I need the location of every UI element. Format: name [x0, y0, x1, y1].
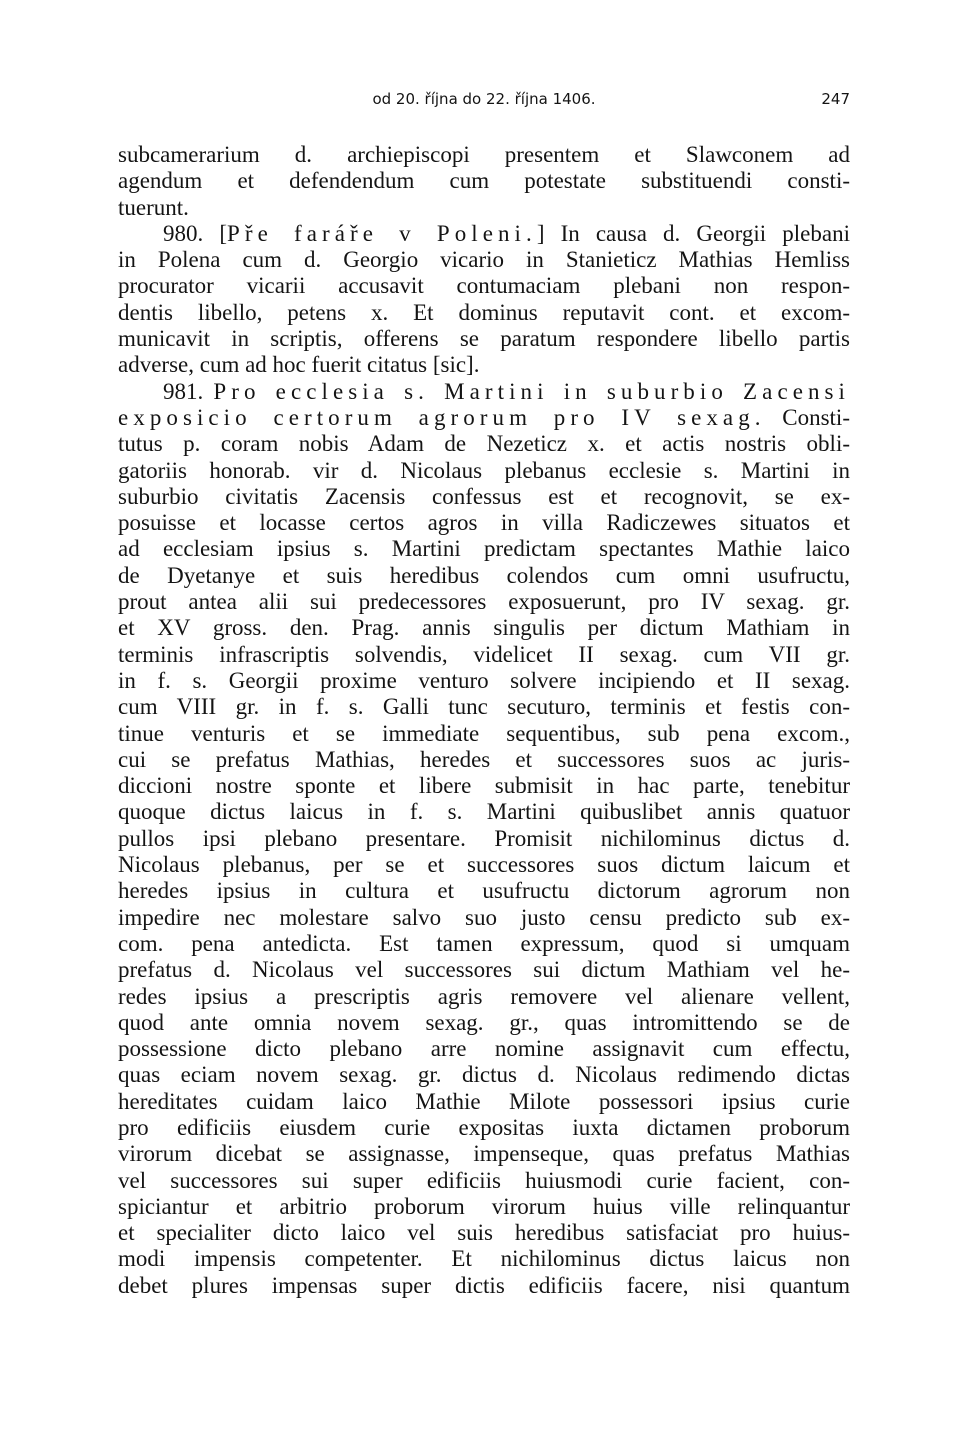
text-line	[118, 458, 850, 484]
text-line	[118, 1062, 850, 1088]
text-line	[118, 826, 850, 852]
text-line	[118, 352, 850, 378]
text-run: procurator vicarii accusavit contumaciam plebani non respon-	[118, 273, 850, 299]
text-run: subcamerarium d. archiepiscopi presentem et Slawconem ad	[118, 142, 850, 167]
text-run: vel successores sui super edificiis huiusmodi curie facient, con-	[118, 1167, 850, 1193]
text-line	[118, 247, 850, 273]
text-line	[118, 195, 850, 221]
text-run: cui se prefatus Mathias, heredes et successores suos ac juris-	[118, 746, 850, 772]
text-run: Consti-	[765, 404, 850, 430]
text-line	[118, 1273, 850, 1299]
text-run: pullos ipsi plebano presentare. Promisit nichilominus dictus d.	[118, 825, 850, 851]
page-number: 247	[821, 90, 850, 108]
text-run: pro edificiis eiusdem curie expositas iuxta dictamen proborum	[118, 1114, 850, 1140]
running-head: od 20. října do 22. října 1406.	[372, 90, 596, 108]
text-line	[118, 984, 850, 1010]
text-line	[118, 1168, 850, 1194]
text-run: dentis libello, petens x. Et dominus reputavit cont. et excom-	[118, 299, 850, 325]
text-run: in f. s. Georgii proxime venturo solvere incipiendo et II sexag.	[118, 667, 850, 693]
text-run: quas eciam novem sexag. gr. dictus d. Nicolaus redimendo dictas	[118, 1062, 850, 1088]
text-run: terminis infrascriptis solvendis, videlicet II sexag. cum VII gr.	[118, 641, 850, 667]
text-line	[118, 694, 850, 720]
text-run: com. pena antedicta. Est tamen expressum, quod si umquam	[118, 930, 850, 956]
text-run: posuisse et locasse certos agros in villa Radiczewes situatos et	[118, 510, 850, 536]
text-run: et XV gross. den. Prag. annis singulis per dictum Mathiam in	[118, 615, 850, 641]
text-run: hereditates cuidam laico Mathie Milote possessori ipsius curie	[118, 1088, 850, 1114]
text-run: quoque dictus laicus in f. s. Martini quibuslibet annis quatuor	[118, 799, 850, 825]
text-line	[118, 905, 850, 931]
text-line	[118, 1246, 850, 1272]
text-run: modi impensis competenter. Et nichilominus dictus laicus non	[118, 1246, 850, 1272]
text-run: prefatus d. Nicolaus vel successores sui dictum Mathiam vel he-	[118, 957, 850, 983]
text-run: debet plures impensas super dictis edificiis facere, nisi quantum	[118, 1272, 850, 1298]
text-run: spiciantur et arbitrio proborum virorum huius ville relinquantur	[118, 1193, 850, 1219]
text-run: suburbio civitatis Zacensis confessus est et recognovit, se ex-	[118, 483, 850, 509]
text-line	[118, 957, 850, 983]
text-line	[118, 1089, 850, 1115]
text-line	[118, 589, 850, 615]
text-run: diccioni nostre sponte et libere submisit in hac parte, tenebitur	[118, 773, 850, 799]
text-run: virorum dicebat se assignasse, impenseque, quas prefatus Mathias	[118, 1141, 850, 1167]
text-run: de Dyetanye et suis heredibus colendos cum omni usufructu,	[118, 562, 850, 588]
spaced-heading-text: exposicio certorum agrorum pro IV sexag.	[118, 404, 766, 430]
text-line	[118, 878, 850, 904]
text-run: municavit in scriptis, offerens se paratum respondere libello partis	[118, 326, 850, 352]
text-run: quod ante omnia novem sexag. gr., quas intromittendo se de	[118, 1009, 850, 1035]
body-text	[118, 142, 850, 1299]
text-line	[118, 931, 850, 957]
text-run: tuerunt.	[118, 194, 189, 220]
text-line	[118, 300, 850, 326]
text-run: cum VIII gr. in f. s. Galli tunc secuturo, terminis et festis con-	[118, 694, 850, 720]
text-run: 980. [	[163, 220, 228, 246]
page-header	[118, 88, 850, 114]
text-line	[118, 142, 850, 168]
text-line	[118, 747, 850, 773]
text-line	[118, 642, 850, 668]
text-line	[118, 405, 850, 431]
text-run: tutus p. coram nobis Adam de Nezeticz x. et actis nostris obli-	[118, 431, 850, 457]
text-line	[118, 1010, 850, 1036]
text-line	[118, 563, 850, 589]
text-run: ] In causa d. Georgii plebani	[536, 220, 850, 246]
text-line	[118, 721, 850, 747]
text-line	[118, 1036, 850, 1062]
text-line	[118, 1194, 850, 1220]
text-line	[118, 668, 850, 694]
text-run: redes ipsius a prescriptis agris removere vel alienare vellent,	[118, 983, 850, 1009]
text-line	[118, 273, 850, 299]
text-run: 981.	[163, 378, 214, 404]
spaced-heading-text: Pře faráře v Poleni.	[227, 220, 537, 246]
text-line	[118, 1220, 850, 1246]
text-line	[118, 615, 850, 641]
text-line	[118, 431, 850, 457]
text-line	[118, 379, 850, 405]
text-run: in Polena cum d. Georgio vicario in Stanieticz Mathias Hemliss	[118, 247, 850, 273]
text-line	[118, 1115, 850, 1141]
text-run: impedire nec molestare salvo suo justo censu predicto sub ex-	[118, 904, 850, 930]
text-run: adverse, cum ad hoc fuerit citatus [sic].	[118, 352, 480, 378]
text-run: Nicolaus plebanus, per se et successores suos dictum laicum et	[118, 852, 850, 878]
text-line	[118, 1141, 850, 1167]
text-line	[118, 168, 850, 194]
text-line	[118, 536, 850, 562]
text-run: ad ecclesiam ipsius s. Martini predictam spectantes Mathie laico	[118, 536, 850, 562]
text-run: agendum et defendendum cum potestate substituendi consti-	[118, 168, 850, 194]
text-line	[118, 326, 850, 352]
text-run: tinue venturis et se immediate sequentibus, sub pena excom.,	[118, 720, 850, 746]
text-line	[118, 484, 850, 510]
text-line	[118, 221, 850, 247]
text-line	[118, 799, 850, 825]
text-line	[118, 852, 850, 878]
text-run: prout antea alii sui predecessores exposuerunt, pro IV sexag. gr.	[118, 589, 850, 615]
text-line	[118, 510, 850, 536]
text-line	[118, 773, 850, 799]
text-run: et specialiter dicto laico vel suis heredibus satisfaciat pro huius-	[118, 1220, 850, 1246]
text-run: gatoriis honorab. vir d. Nicolaus plebanus ecclesie s. Martini in	[118, 457, 850, 483]
text-run: possessione dicto plebano arre nomine assignavit cum effectu,	[118, 1036, 850, 1062]
text-run: heredes ipsius in cultura et usufructu dictorum agrorum non	[118, 878, 850, 904]
spaced-heading-text: Pro ecclesia s. Martini in suburbio Zacensi	[213, 378, 850, 404]
